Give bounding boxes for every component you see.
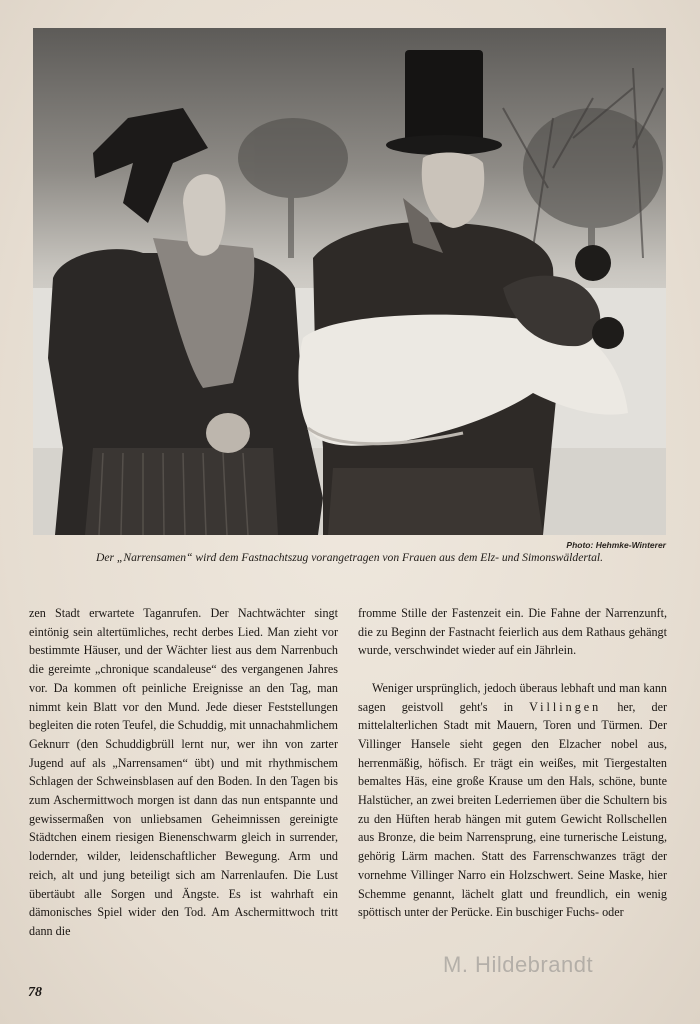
text-column-right (358, 604, 667, 922)
photo-caption: Der „Narrensamen“ wird dem Fastnachtszug vorangetragen von Frauen aus dem Elz- und Simonswäldertal. (96, 551, 603, 564)
photo-credit: Photo: Hehmke-Winterer (566, 540, 666, 550)
page-number: 78 (28, 985, 42, 1000)
paragraph-text: Weniger ursprünglich, jedoch überaus lebhaft und man kann sagen geistvoll geht's in (358, 680, 667, 714)
paragraph: zen Stadt erwartete Taganrufen. Der Nachtwächter singt eintönig sein altertümliches, recht derbes Lied. Man zieht vor bestimmte Häuser, und der Wächter liest aus dem Narrenbuch die gereimte „chronique scandaleuse“ des vergangenen Jahres vor. Da kommen oft peinliche Ereignisse an den Tag, man nimmt kein Blatt vor den Mund. Jede dieser Feststellungen begleiten die roten Teufel, die Schuddig, mit unnachahmlichem Geknurr (den Schuddigbrüll lernt nur, wer ihn von zarter Jugend auf als „Narrensamen“ übt) und mit rhythmischem Schlagen der Schweinsblasen auf den Boden. In den Tagen bis zum Aschermittwoch morgen ist dann das nun entspannte und gewissermaßen von unliebsamen Geheimnissen gereinigte Städtchen einem riesigen Bienenschwarm gleich in surrender, lodernder, wilder, leidenschaftlicher Bewegung. Arm und reich, alt und jung beteiligt sich am Narrenlaufen. Die Lust übertäubt alle Sorgen und Ängste. Es ist wahrhaft ein dämonisches Spiel wider den Tod. Am Aschermittwoch tritt dann die (29, 606, 338, 938)
paragraph (358, 679, 667, 922)
watermark: M. Hildebrandt (443, 952, 594, 977)
photo-illustration (33, 28, 666, 535)
paragraph: fromme Stille der Fastenzeit ein. Die Fahne der Narrenzunft, die zu Beginn der Fastnacht feierlich aus dem Rathaus gehängt wurde, verschwindet wieder auf ein Jährlein. (358, 606, 667, 658)
paragraph-text: her, der mittelalterlichen Stadt mit Mauern, Toren und Türmen. Der Villinger Hansele sieht gegen den Elzacher nobel aus, herrenmäßig, höfisch. Er trägt ein weißes, mit Tiergestalten bemaltes Häs, eine große Krause um den Hals, schöne, bunte Halstücher, an zwei breiten Lederriemen über die Schultern bis zu den Hüften herab hängen mit gutem Gewicht Rollschellen aus Bronze, die beim Narrensprung, eine turnerische Leistung, gehörig Lärm machen. Statt des Farrenschwanzes trägt der vornehme Villinger Narro ein Holzschwert. Seine Maske, hier Schemme genannt, lächelt glatt und freundlich, ein wenig spöttisch unter der Perücke. Ein buschiger Fuchs- oder (358, 699, 667, 920)
place-name-spaced: Villingen (529, 699, 602, 714)
photograph-two-women-in-snow (33, 28, 666, 535)
text-column-left (29, 604, 338, 941)
